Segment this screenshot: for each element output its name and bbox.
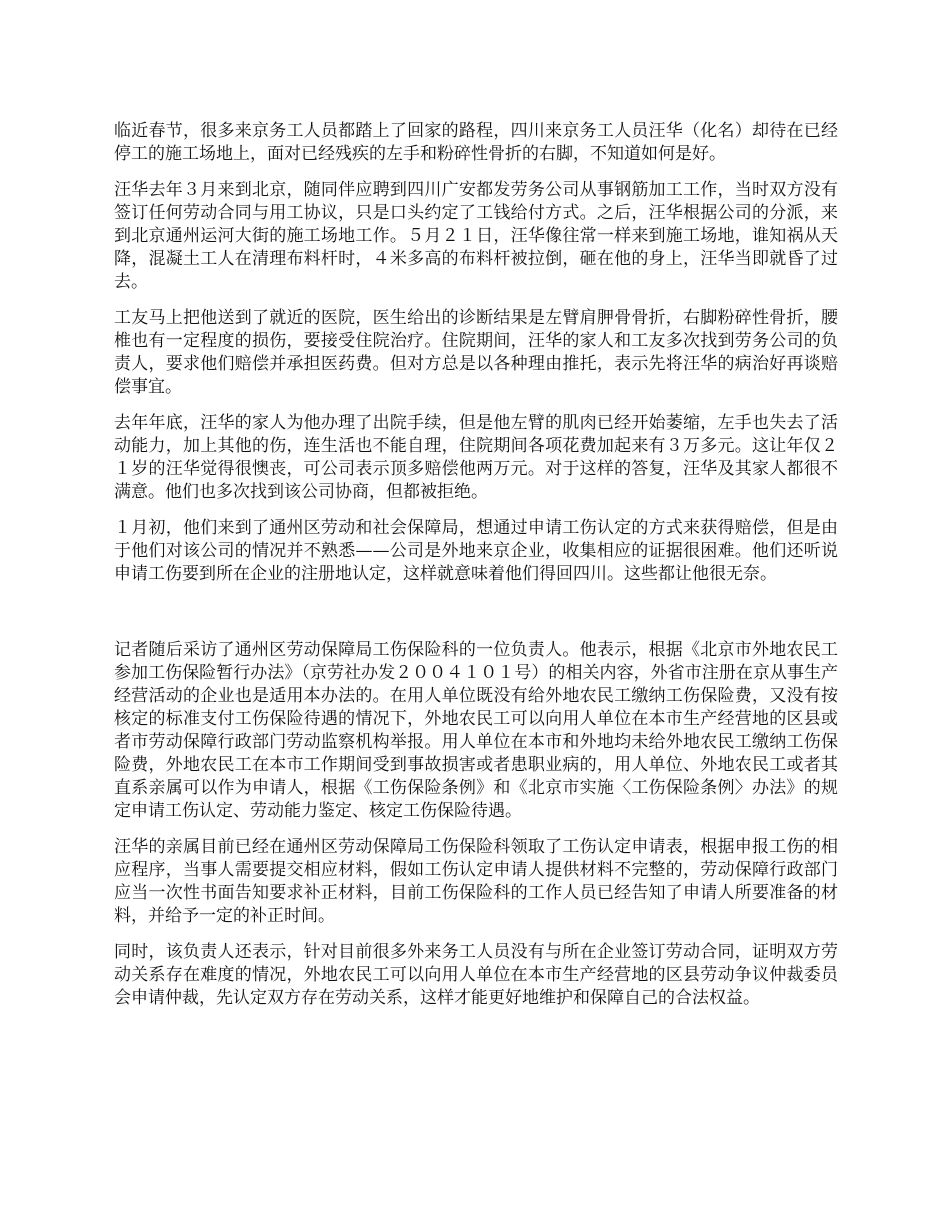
paragraph-4: 去年年底，汪华的家人为他办理了出院手续，但是他左臂的肌肉已经开始萎缩，左手也失去了活动能力，加上其他的伤，连生活也不能自理，住院期间各项花费加起来有３万多元。这让年仅２１岁的汪华觉得很懊丧，可公司表示顶多赔偿他两万元。对于这样的答复，汪华及其家人都很不满意。他们也多次找到该公司协商，但都被拒绝。 xyxy=(114,413,838,502)
paragraph-7: 汪华的亲属目前已经在通州区劳动保障局工伤保险科领取了工伤认定申请表，根据申报工伤的相应程序，当事人需要提交相应材料，假如工伤认定申请人提供材料不完整的，劳动保障行政部门应当一次性书面告知要求补正材料，目前工伤保险科的工作人员已经告知了申请人所要准备的材料，并给予一定的补正时间。 xyxy=(114,837,838,926)
paragraph-6: 记者随后采访了通州区劳动保障局工伤保险科的一位负责人。他表示，根据《北京市外地农民工参加工伤保险暂行办法》（京劳社办发２００４１０１号）的相关内容，外省市注册在京从事生产经营活动的企业也是适用本办法的。在用人单位既没有给外地农民工缴纳工伤保险费，又没有按核定的标准支付工伤保险待遇的情况下，外地农民工可以向用人单位在本市生产经营地的区县或者市劳动保障行政部门劳动监察机构举报。用人单位在本市和外地均未给外地农民工缴纳工伤保险费，外地农民工在本市工作期间受到事故损害或者患职业病的，用人单位、外地农民工或者其直系亲属可以作为申请人，根据《工伤保险条例》和《北京市实施〈工伤保险条例〉办法》的规定申请工伤认定、劳动能力鉴定、核定工伤保险待遇。 xyxy=(114,640,838,821)
paragraph-2: 汪华去年３月来到北京，随同伴应聘到四川广安都发劳务公司从事钢筋加工工作，当时双方没有签订任何劳动合同与用工协议，只是口头约定了工钱给付方式。之后，汪华根据公司的分派，来到北京通州运河大街的施工场地工作。５月２１日，汪华像往常一样来到施工场地，谁知祸从天降，混凝土工人在清理布料杆时，４米多高的布料杆被拉倒，砸在他的身上，汪华当即就昏了过去。 xyxy=(114,180,838,292)
paragraph-5: １月初，他们来到了通州区劳动和社会保障局，想通过申请工伤认定的方式来获得赔偿，但是由于他们对该公司的情况并不熟悉——公司是外地来京企业，收集相应的证据很困难。他们还听说申请工伤要到所在企业的注册地认定，这样就意味着他们得回四川。这些都让他很无奈。 xyxy=(114,518,838,584)
paragraph-3: 工友马上把他送到了就近的医院，医生给出的诊断结果是左臂肩胛骨骨折，右脚粉碎性骨折，腰椎也有一定程度的损伤，要接受住院治疗。住院期间，汪华的家人和工友多次找到劳务公司的负责人，要求他们赔偿并承担医药费。但对方总是以各种理由推托，表示先将汪华的病治好再谈赔偿事宜。 xyxy=(114,308,838,397)
article-body xyxy=(114,120,838,1023)
paragraph-8: 同时，该负责人还表示，针对目前很多外来务工人员没有与所在企业签订劳动合同，证明双方劳动关系存在难度的情况，外地农民工可以向用人单位在本市生产经营地的区县劳动争议仲裁委员会申请仲裁，先认定双方存在劳动关系，这样才能更好地维护和保障自己的合法权益。 xyxy=(114,942,838,1008)
paragraph-1: 临近春节，很多来京务工人员都踏上了回家的路程，四川来京务工人员汪华（化名）却待在已经停工的施工场地上，面对已经残疾的左手和粉碎性骨折的右脚，不知道如何是好。 xyxy=(114,121,838,164)
section-spacer xyxy=(114,599,838,639)
